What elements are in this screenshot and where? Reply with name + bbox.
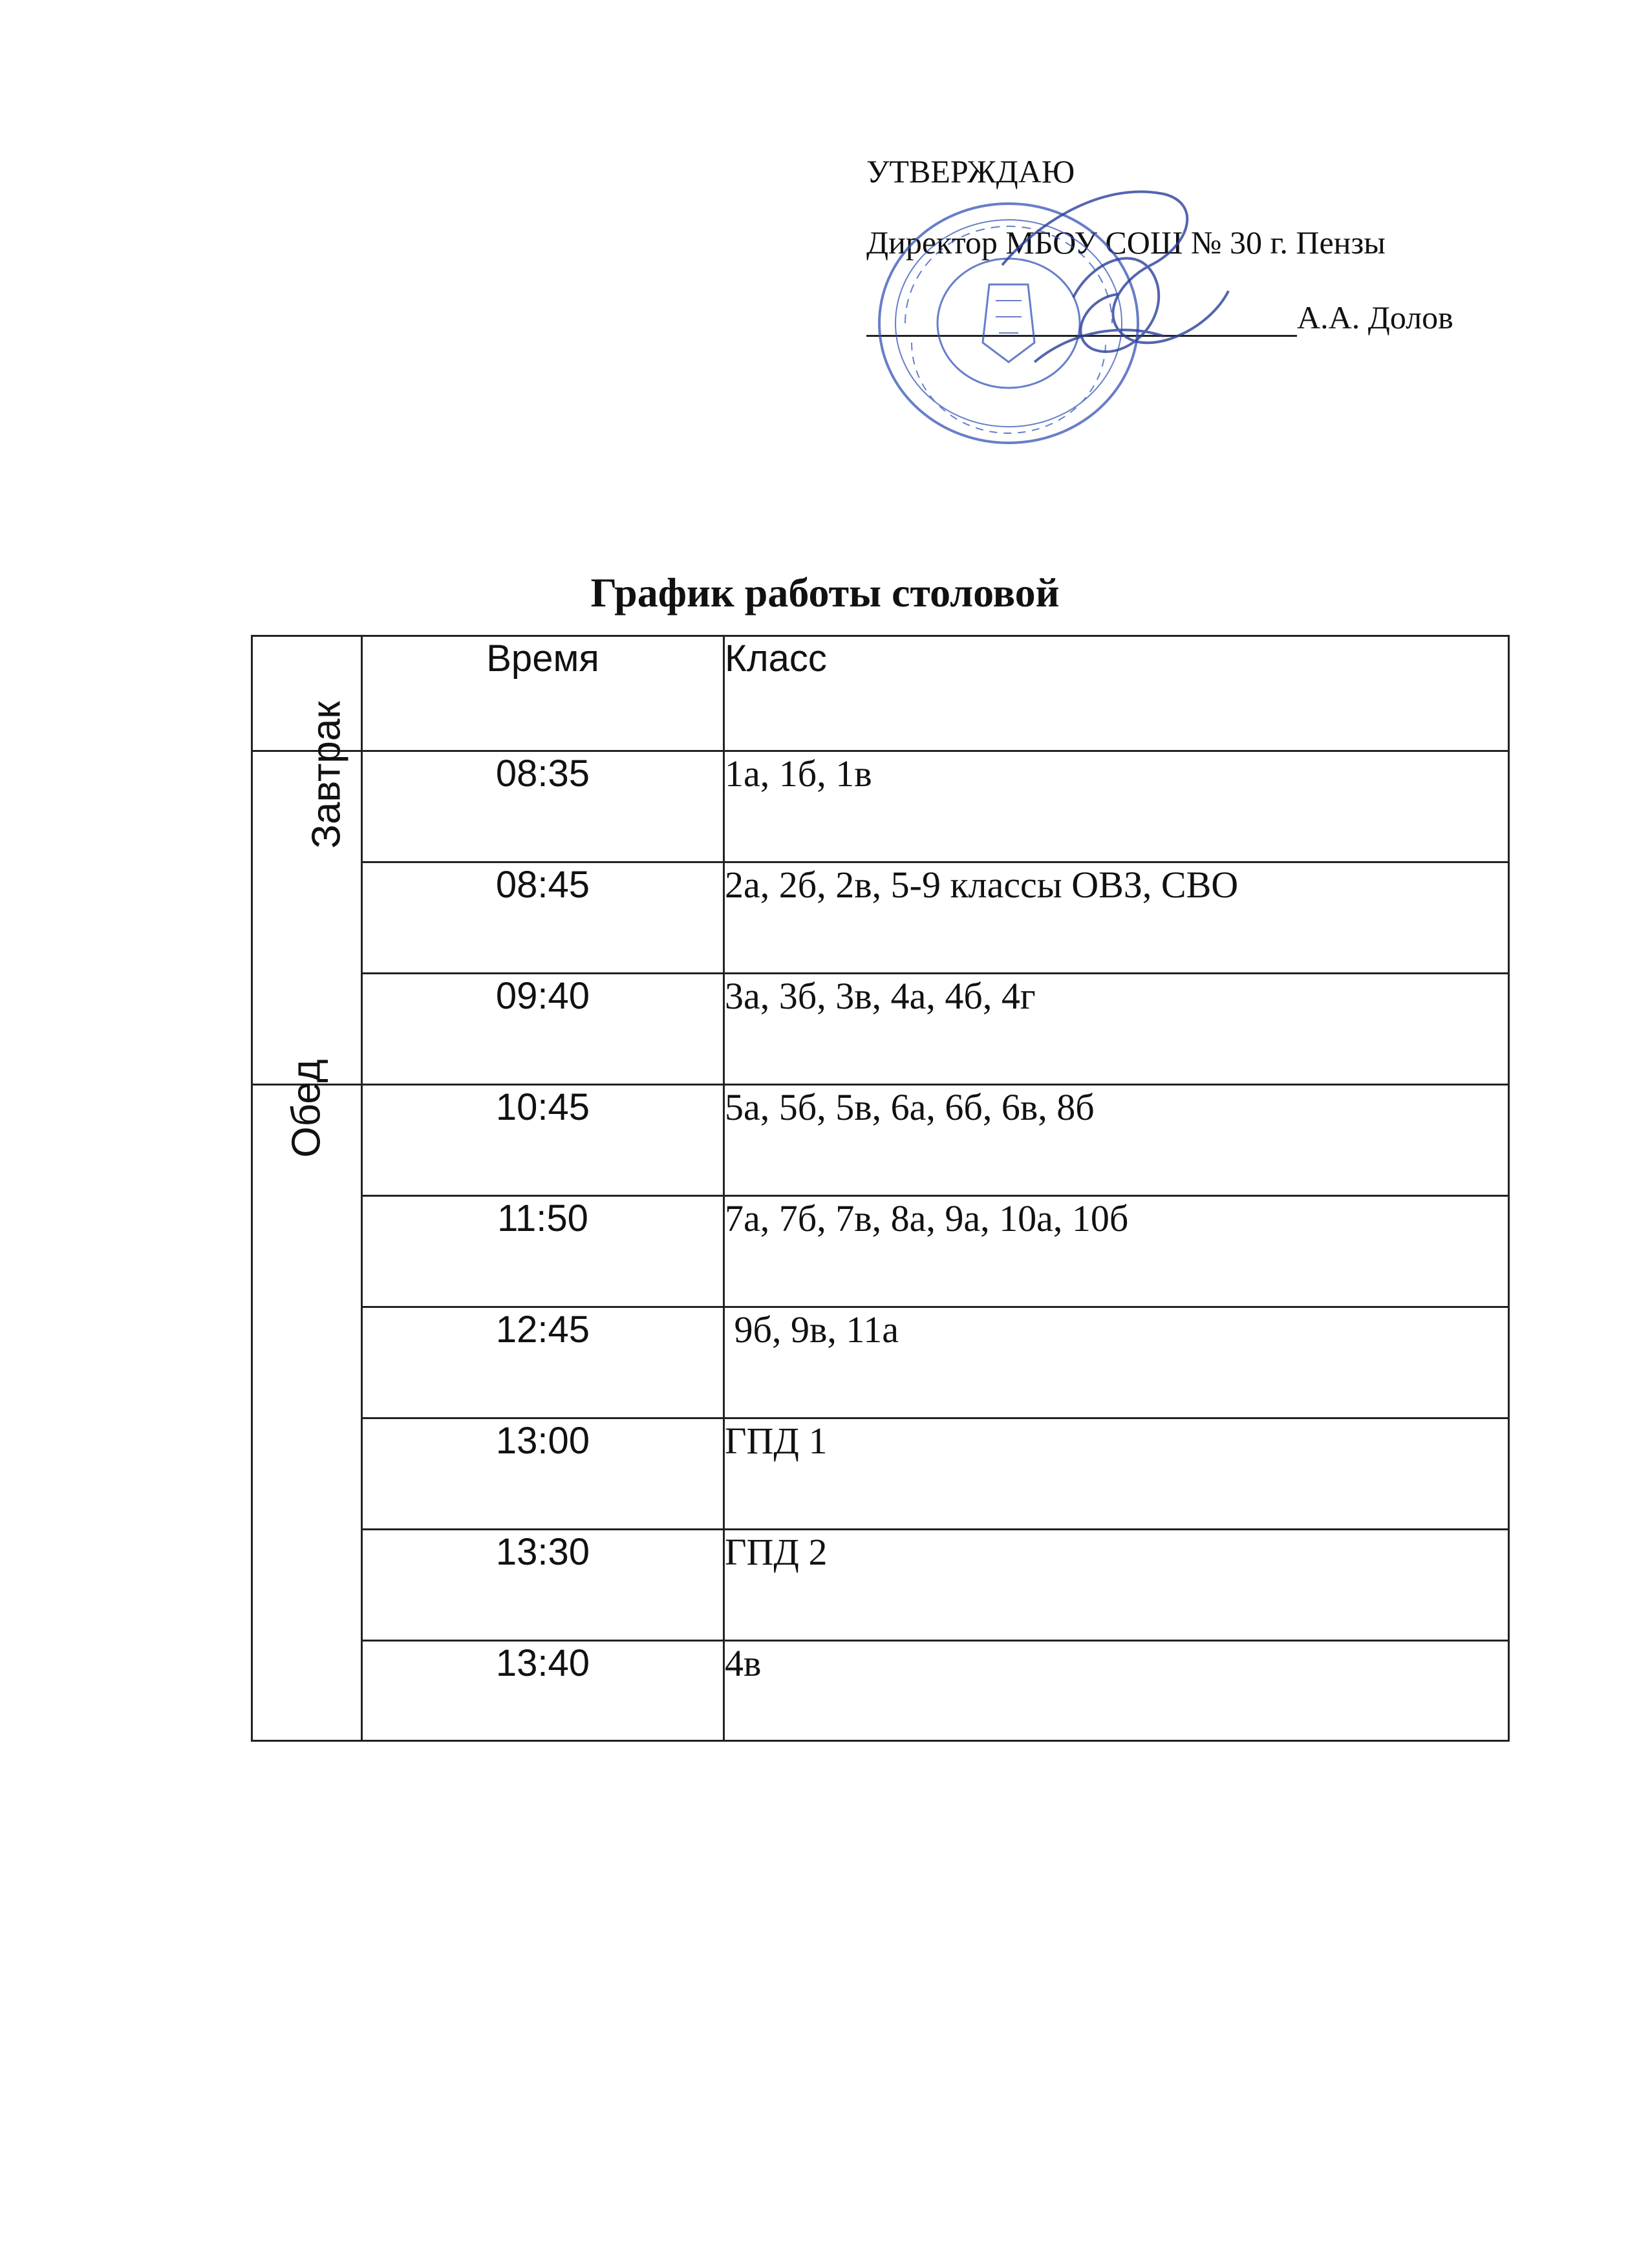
- classes-cell: 7а, 7б, 7в, 8а, 9а, 10а, 10б: [724, 1196, 1509, 1307]
- time-cell: 13:40: [362, 1641, 724, 1741]
- approval-heading: УТВЕРЖДАЮ: [866, 153, 1075, 189]
- canteen-schedule-table: [251, 635, 1510, 1742]
- classes-cell: 5а, 5б, 5в, 6а, 6б, 6в, 8б: [724, 1085, 1509, 1196]
- table-row: [252, 751, 1509, 862]
- classes-cell: 3а, 3б, 3в, 4а, 4б, 4г: [724, 974, 1509, 1085]
- time-cell: 08:45: [362, 862, 724, 974]
- table-row: [252, 974, 1509, 1085]
- classes-cell: ГПД 1: [724, 1418, 1509, 1530]
- classes-cell: 1а, 1б, 1в: [724, 751, 1509, 862]
- time-cell: 10:45: [362, 1085, 724, 1196]
- time-cell: 12:45: [362, 1307, 724, 1418]
- time-cell: 13:00: [362, 1418, 724, 1530]
- time-cell: 09:40: [362, 974, 724, 1085]
- classes-cell: 9б, 9в, 11а: [724, 1307, 1509, 1418]
- meal-cell-breakfast: [252, 701, 362, 1085]
- table-row: [252, 862, 1509, 974]
- table-row: [252, 1641, 1509, 1741]
- classes-cell: 4в: [724, 1641, 1509, 1741]
- meal-cell-lunch: [252, 1059, 362, 1741]
- table-row: [252, 1530, 1509, 1641]
- header-time: Время: [362, 636, 724, 751]
- page-title: График работы столовой: [590, 570, 1060, 615]
- approval-signatory: А.А. Долов: [1297, 299, 1453, 336]
- time-cell: 13:30: [362, 1530, 724, 1641]
- meal-label-lunch: Обед: [284, 1059, 329, 1158]
- classes-cell: 2а, 2б, 2в, 5-9 классы ОВЗ, СВО: [724, 862, 1509, 974]
- approval-position: Директор МБОУ СОШ № 30 г. Пензы: [866, 224, 1386, 261]
- handwritten-signature: [996, 168, 1241, 381]
- header-class: Класс: [724, 636, 1509, 751]
- classes-cell: ГПД 2: [724, 1530, 1509, 1641]
- time-cell: 11:50: [362, 1196, 724, 1307]
- time-cell: 08:35: [362, 751, 724, 862]
- table-row: [252, 1418, 1509, 1530]
- table-header-row: [252, 636, 1509, 751]
- table-row: [252, 1196, 1509, 1307]
- table-row: [252, 1085, 1509, 1196]
- table-row: [252, 1307, 1509, 1418]
- meal-label-breakfast: Завтрак: [304, 701, 349, 849]
